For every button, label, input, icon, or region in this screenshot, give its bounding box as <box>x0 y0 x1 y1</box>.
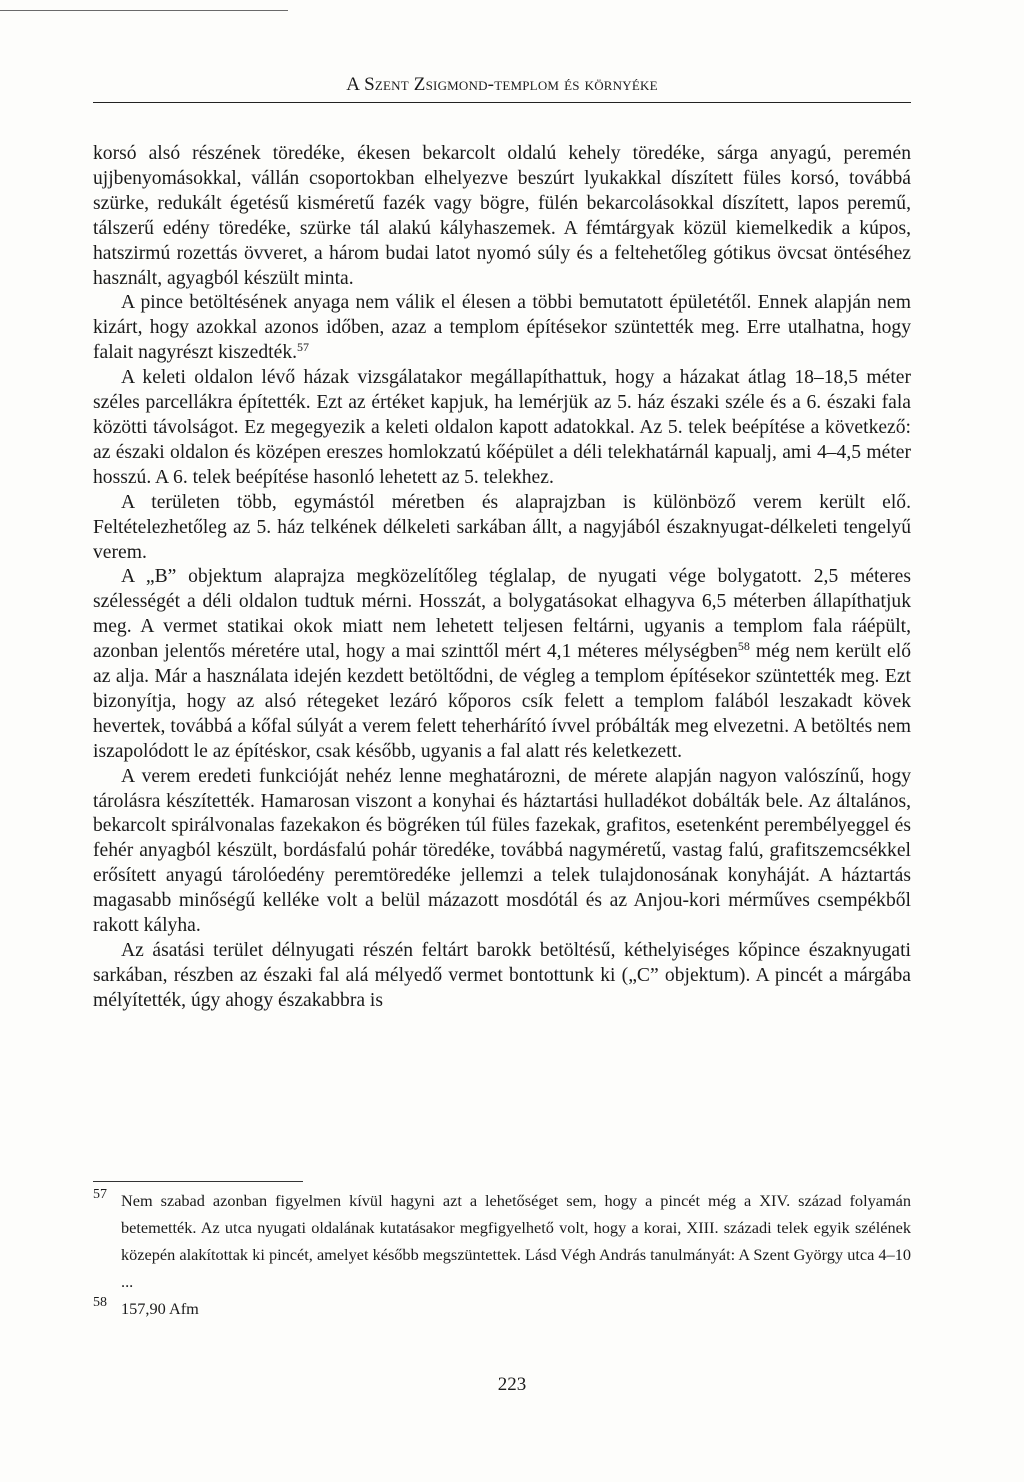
paragraph-5 <box>93 565 911 764</box>
paragraph-1 <box>93 142 911 291</box>
footnote-separator <box>93 1181 303 1182</box>
paragraph-7 <box>93 939 911 1014</box>
paragraph-1-text: korsó alsó részének töredéke, ékesen bekarcolt oldalú kehely töredéke, sárga anyagú, peremén ujjbenyomásokkal, vállán csoportokban elhelyezve beszúrt lyukakkal díszített füles korsó, továbbá szürke, redukált égetésű kisméretű fazék vagy bögre, fülén bekarcolásokkal díszített, lapos peremű, tálszerű edény töredéke, szürke tál alakú kályhaszemek. A fémtárgyak közül kiemelkedik a kúpos, hatszirmú rozettás övveret, a három budai latot nyomó súly és a feltehetőleg gótikus övcsat öntéséhez használt, agyagból készült minta. <box>93 143 911 289</box>
paragraph-2 <box>93 291 911 366</box>
running-head: A Szent Zsigmond-templom és környéke <box>346 74 658 95</box>
footnote-57 <box>93 1187 911 1295</box>
footnote-text: 157,90 Afm <box>121 1299 199 1318</box>
paragraph-3 <box>93 366 911 491</box>
body-text <box>93 142 911 1014</box>
paragraph-7-text: Az ásatási terület délnyugati részén feltárt barokk betöltésű, kéthelyiséges kőpince északnyugati sarkában, részben az északi fal alá mélyedő vermet bontottunk ki („C” objektum). A pincét a márgába mélyítették, úgy ahogy északabbra is <box>93 940 911 1011</box>
page-number: 223 <box>497 1374 527 1395</box>
footnote-number: 58 <box>93 1295 107 1310</box>
paragraph-5-text-b: még nem került elő az alja. Már a használata idején kezdett betöltődni, de végleg a templom építésekor szüntették meg. Ezt bizonyítja, hogy az alsó rétegeket lezáró kőporos csík felett a templom falából leszakadt kövek hevertek, továbbá a kőfal súlyát a verem felett teherhárító ívvel próbálták meg elvezetni. A betöltés nem iszapolódott le az építéskor, csak később, ugyanis a fal alatt rés keletkezett. <box>93 641 911 762</box>
footnote-number: 57 <box>93 1187 107 1202</box>
paragraph-6 <box>93 765 911 939</box>
footnote-58 <box>93 1295 911 1322</box>
scan-edge-line <box>0 10 288 11</box>
paragraph-2-text: A pince betöltésének anyaga nem válik el élesen a többi bemutatott épületétől. Ennek alapján nem kizárt, hogy azokkal azonos időben, azaz a templom építésekor szüntették meg. Erre utalhatna, hogy falait nagyrészt kiszedték. <box>93 292 911 364</box>
paragraph-4 <box>93 491 911 566</box>
footnotes <box>93 1187 911 1322</box>
header-rule <box>93 102 911 103</box>
paragraph-4-text: A területen több, egymástól méretben és alaprajzban is különböző verem került elő. Feltételezhetőleg az 5. ház telkének délkeleti sarkában állt, a nagyjából északnyugat-délkeleti tengelyű verem. <box>93 491 911 563</box>
paragraph-6-text: A verem eredeti funkcióját nehéz lenne meghatározni, de mérete alapján nagyon valószínű, hogy tárolásra készítették. Hamarosan viszont a konyhai és háztartási hulladékot dobálták bele. Az általános, bekarcolt spirálvonalas fazekakon és bögréken túl füles fazekak, grafitos, esetenként perembélyeggel és fehér anyagból készült, bordásfalú pohár töredéke, továbbá nagyméretű, vastag falú, grafitszemcsékkel erősített anyagú tárolóedény peremtöredéke jellemzi a telek tulajdonosának konyháját. A háztartás magasabb minőségű kelléke volt a belül mázazott mosdótál és az Anjou-kori mérműves csempékből rakott kályha. <box>93 765 911 937</box>
footnote-ref-58: 58 <box>737 639 750 654</box>
paragraph-3-text: A keleti oldalon lévő házak vizsgálatakor megállapíthattuk, hogy a házakat átlag 18–18,5 méter széles parcellákra építették. Ezt az értéket kapjuk, ha lemérjük az 5. ház északi széle és a 6. északi fala közötti távolságot. Ez megegyezik a keleti oldalon kapott adatokkal. Az 5. telek beépítése a következő: az északi oldalon és középen ereszes homlokzatú kőépület a déli telekhatárnál kapualj, ami 4–4,5 méter hosszú. A 6. telek beépítése hasonló lehetett az 5. telekhez. <box>93 367 911 488</box>
paragraph-5-text-a: A „B” objektum alaprajza megközelítőleg téglalap, de nyugati vége bolygatott. 2,5 méteres szélességét a déli oldalon tudtuk mérni. Hosszát, a bolygatásokat elhagyva 6,5 méterben állapíthatjuk meg. A vermet statikai okok miatt nem lehetett teljesen feltárni, ugyanis a templom fala ráépült, azonban jelentős méretére utal, hogy a mai szinttől mért 4,1 méteres mélységben <box>93 566 911 663</box>
footnote-ref-57: 57 <box>297 340 310 355</box>
footnote-text: Nem szabad azonban figyelmen kívül hagyni azt a lehetőséget sem, hogy a pincét még a XIV. század folyamán betemették. Az utca nyugati oldalának kutatásakor megfigyelhető volt, hogy a korai, XIII. századi telek egyik szélének közepén alakítottak ki pincét, amelyet később megszüntettek. Lásd Végh András tanulmányát: A Szent György utca 4–10 ... <box>121 1191 911 1291</box>
